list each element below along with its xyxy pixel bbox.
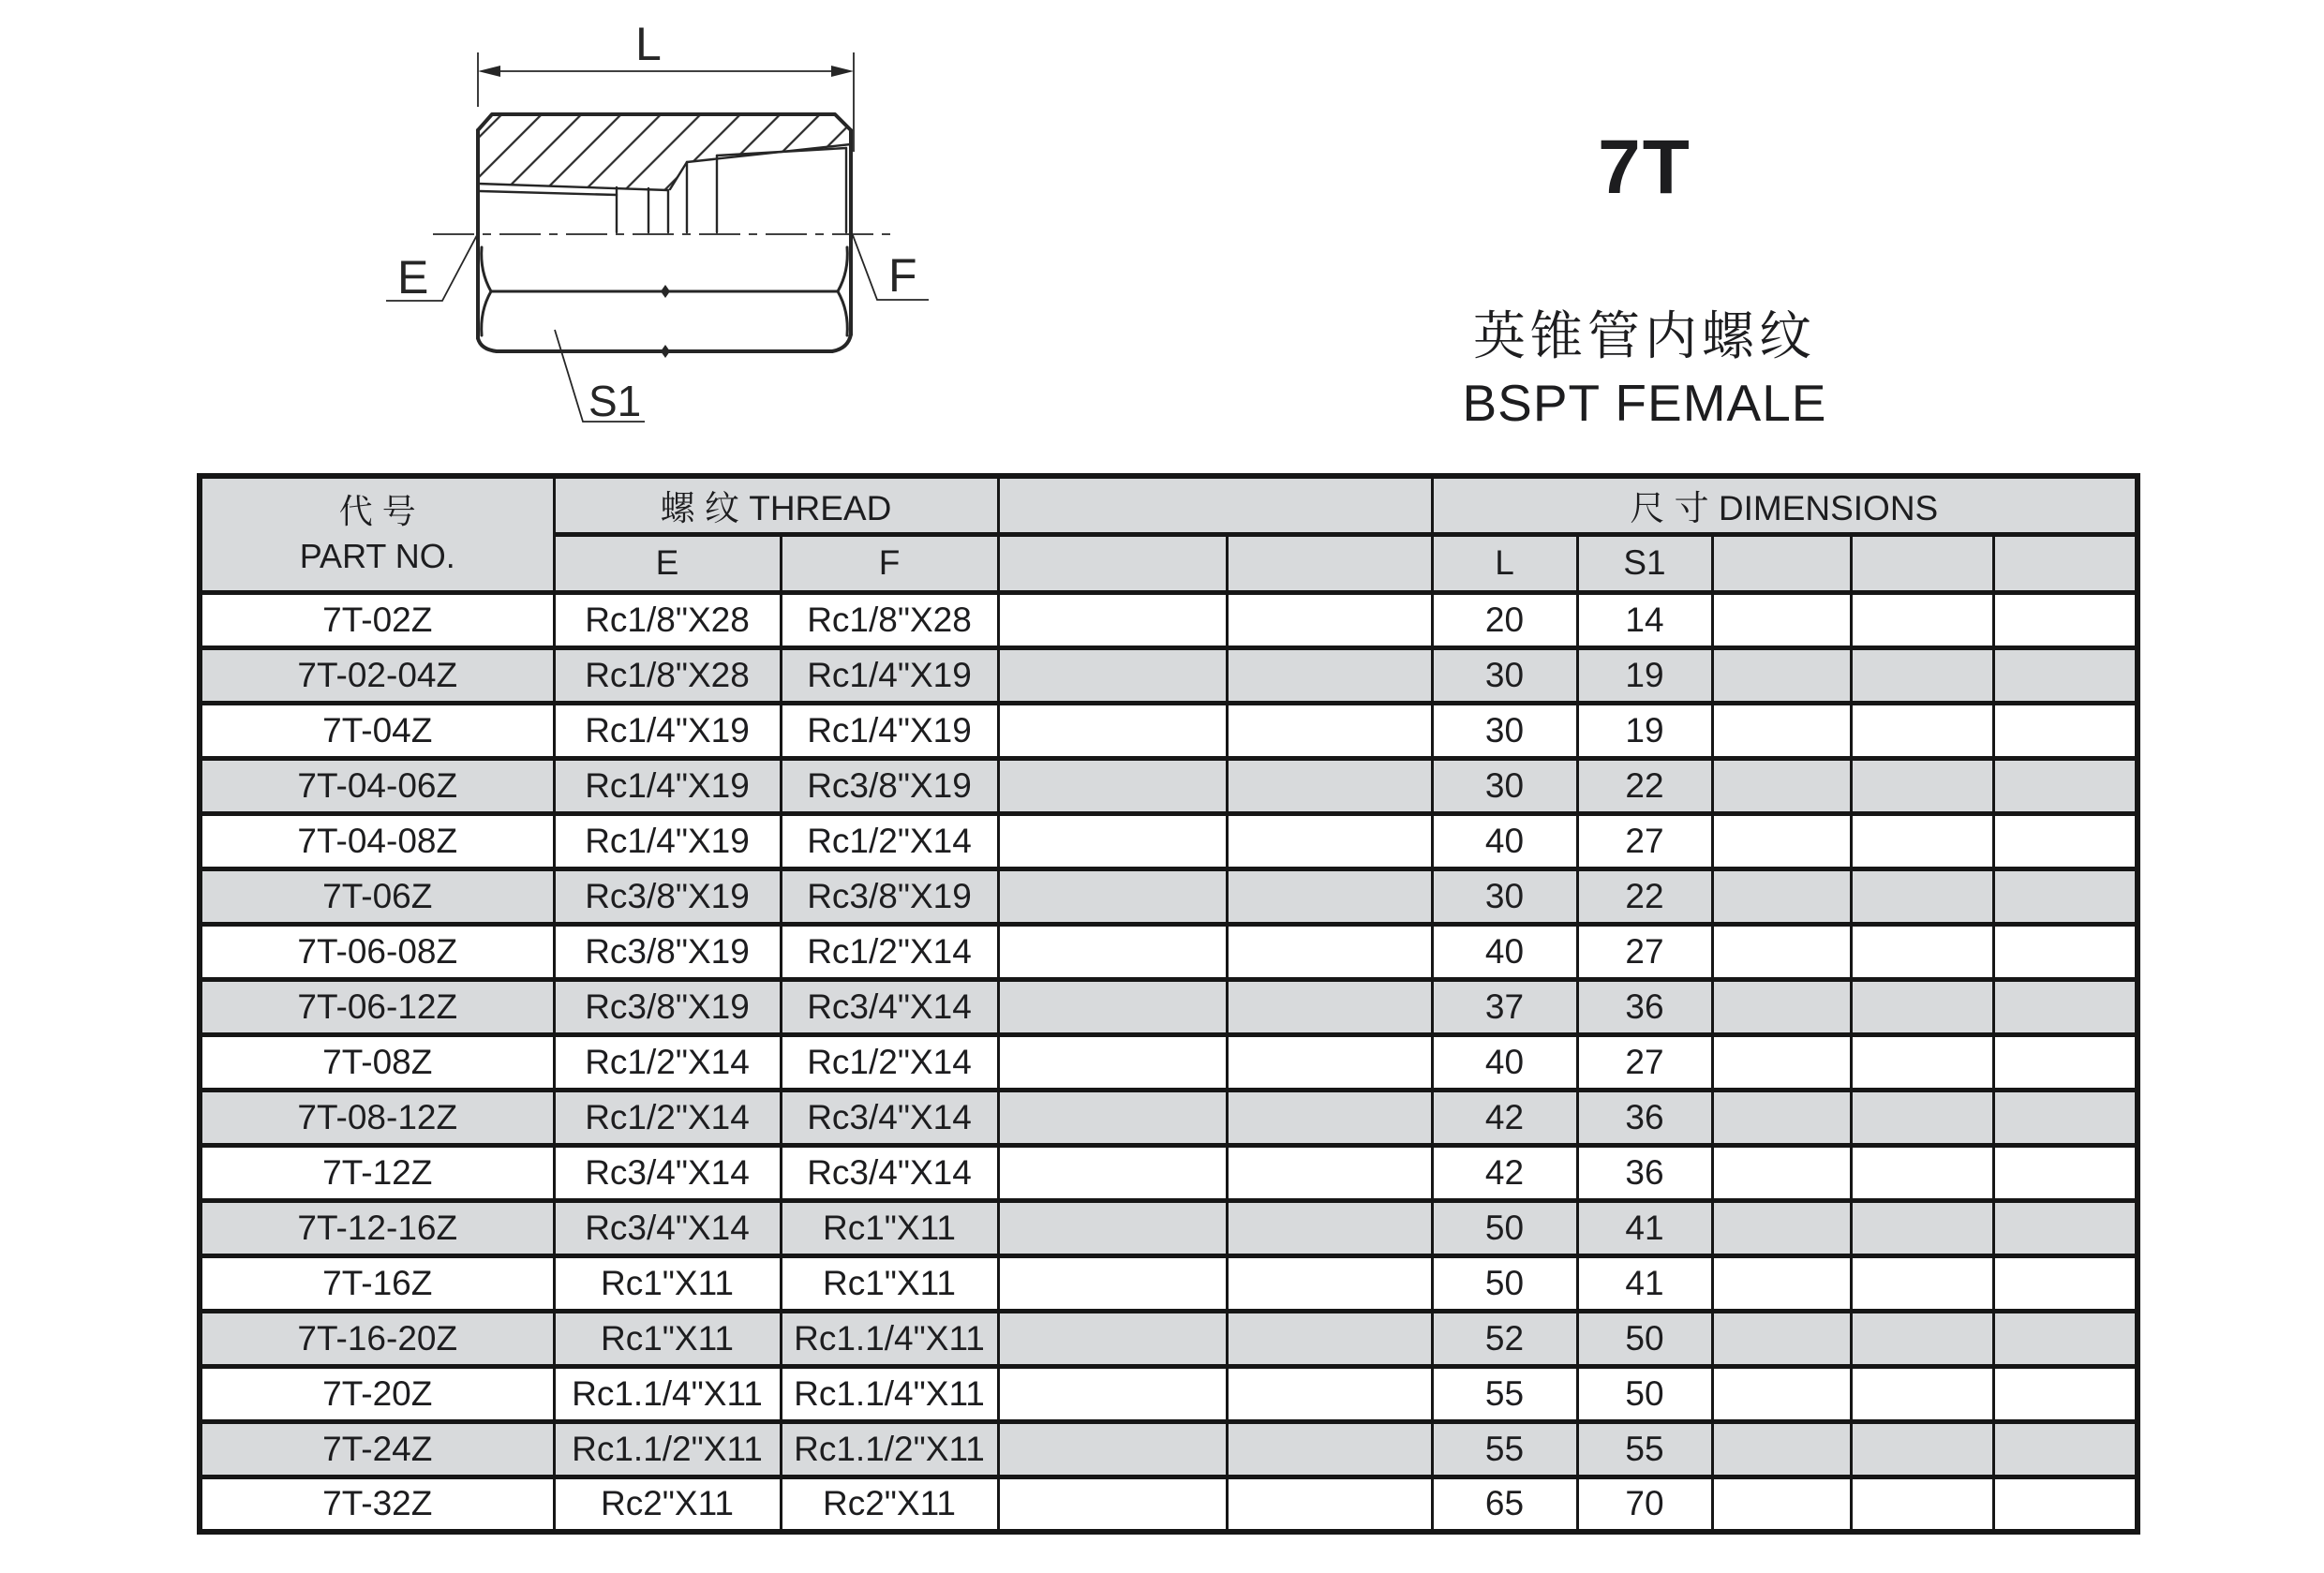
table-row — [200, 1255, 2138, 1311]
break-marks — [661, 285, 670, 358]
empty-cell — [1993, 1255, 2138, 1311]
empty-cell — [1712, 758, 1851, 813]
thread-f-cell: Rc2"X11 — [781, 1477, 998, 1532]
empty-cell — [1227, 647, 1432, 703]
thread-f-cell: Rc3/8"X19 — [781, 868, 998, 924]
empty-cell — [1851, 924, 1993, 979]
dim-s1-cell: 50 — [1577, 1366, 1712, 1421]
dim-l-cell: 30 — [1432, 868, 1577, 924]
table-row — [200, 1090, 2138, 1145]
table-row — [200, 1311, 2138, 1366]
empty-cell — [1227, 1477, 1432, 1532]
empty-cell — [1851, 1145, 1993, 1200]
part-no-cell: 7T-04-08Z — [200, 813, 554, 868]
header-group-row — [200, 476, 2138, 534]
dim-s1-cell: 19 — [1577, 647, 1712, 703]
dim-l-cell: 30 — [1432, 647, 1577, 703]
thread-e-cell: Rc1/2"X14 — [554, 1034, 781, 1090]
thread-e-cell: Rc3/4"X14 — [554, 1145, 781, 1200]
empty-cell — [1851, 1311, 1993, 1366]
part-no-cell: 7T-06-12Z — [200, 979, 554, 1034]
thread-f-cell: Rc1.1/4"X11 — [781, 1311, 998, 1366]
table-row — [200, 1421, 2138, 1477]
table-row — [200, 924, 2138, 979]
thread-f-cell: Rc1.1/2"X11 — [781, 1421, 998, 1477]
dim-l-cell: 42 — [1432, 1090, 1577, 1145]
empty-cell — [1993, 592, 2138, 647]
part-no-cell: 7T-24Z — [200, 1421, 554, 1477]
empty-cell — [998, 758, 1227, 813]
thread-f-cell: Rc1/2"X14 — [781, 813, 998, 868]
empty-cell — [1712, 1421, 1851, 1477]
empty-cell — [1712, 592, 1851, 647]
thread-f-cell: Rc3/4"X14 — [781, 979, 998, 1034]
dim-l-cell: 30 — [1432, 758, 1577, 813]
dim-l-cell: 20 — [1432, 592, 1577, 647]
dim-s1-cell: 55 — [1577, 1421, 1712, 1477]
empty-cell — [1712, 703, 1851, 758]
empty-cell — [1993, 703, 2138, 758]
thread-e-cell: Rc3/8"X19 — [554, 924, 781, 979]
empty-cell — [1993, 813, 2138, 868]
parts-table — [197, 473, 2140, 1535]
empty-cell — [998, 647, 1227, 703]
empty-cell — [998, 1200, 1227, 1255]
empty-cell — [1993, 1421, 2138, 1477]
part-no-cell: 7T-16Z — [200, 1255, 554, 1311]
empty-cell — [1712, 1090, 1851, 1145]
thread-e-cell: Rc2"X11 — [554, 1477, 781, 1532]
empty-cell — [1851, 1034, 1993, 1090]
part-no-cell: 7T-02Z — [200, 592, 554, 647]
empty-cell — [1712, 1477, 1851, 1532]
part-no-cell: 7T-06Z — [200, 868, 554, 924]
empty-cell — [998, 1311, 1227, 1366]
empty-cell — [1851, 647, 1993, 703]
empty-cell — [1851, 758, 1993, 813]
empty-cell — [998, 1255, 1227, 1311]
empty-cell — [1851, 703, 1993, 758]
thread-f-cell: Rc3/8"X19 — [781, 758, 998, 813]
empty-cell — [998, 592, 1227, 647]
empty-cell — [998, 979, 1227, 1034]
empty-cell — [1851, 813, 1993, 868]
subtitle-english: BSPT FEMALE — [1462, 373, 1827, 432]
empty-cell — [1712, 979, 1851, 1034]
thread-e-cell: Rc1"X11 — [554, 1255, 781, 1311]
part-no-cell: 7T-12-16Z — [200, 1200, 554, 1255]
empty-cell — [1227, 1421, 1432, 1477]
thread-f-cell: Rc1/2"X14 — [781, 1034, 998, 1090]
empty-cell — [1993, 979, 2138, 1034]
empty-cell — [1227, 703, 1432, 758]
label-thread-right: F — [888, 249, 917, 302]
dim-s1-cell: 22 — [1577, 758, 1712, 813]
subtitle-chinese: 英锥管内螺纹 — [1473, 306, 1816, 365]
empty-cell — [998, 1034, 1227, 1090]
table-row — [200, 1034, 2138, 1090]
table-row — [200, 1200, 2138, 1255]
dimensions-group-header: 尺 寸 DIMENSIONS — [1432, 476, 2138, 534]
empty-cell — [1993, 1477, 2138, 1532]
table-row — [200, 1366, 2138, 1421]
thread-f-cell: Rc3/4"X14 — [781, 1090, 998, 1145]
empty-cell — [998, 703, 1227, 758]
empty-group-header — [998, 476, 1432, 534]
part-no-cell: 7T-04Z — [200, 703, 554, 758]
thread-e-cell: Rc3/8"X19 — [554, 979, 781, 1034]
empty-cell — [1993, 1090, 2138, 1145]
dim-s1-cell: 36 — [1577, 1145, 1712, 1200]
empty-cell — [1851, 1366, 1993, 1421]
dim-l-cell: 50 — [1432, 1255, 1577, 1311]
empty-cell — [1993, 1311, 2138, 1366]
part-no-header-en: PART NO. — [299, 537, 455, 576]
dim-s1-cell: 36 — [1577, 979, 1712, 1034]
empty-cell — [1712, 1034, 1851, 1090]
col-header-l: L — [1432, 534, 1577, 592]
empty-cell — [1851, 592, 1993, 647]
empty-cell — [998, 868, 1227, 924]
table-row — [200, 1477, 2138, 1532]
label-thread-left: E — [397, 251, 429, 304]
thread-e-cell: Rc1.1/4"X11 — [554, 1366, 781, 1421]
empty-cell — [1712, 1311, 1851, 1366]
parts-table-body — [200, 592, 2138, 1532]
dim-s1-cell: 41 — [1577, 1200, 1712, 1255]
table-row — [200, 813, 2138, 868]
dim-l-cell: 55 — [1432, 1366, 1577, 1421]
thread-f-cell: Rc1/8"X28 — [781, 592, 998, 647]
empty-cell — [1851, 868, 1993, 924]
dim-l-cell: 50 — [1432, 1200, 1577, 1255]
empty-cell — [1993, 1145, 2138, 1200]
empty-cell — [1227, 1090, 1432, 1145]
empty-cell — [1993, 924, 2138, 979]
table-header — [200, 476, 2138, 592]
part-no-cell: 7T-04-06Z — [200, 758, 554, 813]
dim-l-cell: 40 — [1432, 813, 1577, 868]
title-block — [1378, 125, 1912, 432]
part-no-header-cn: 代 号 — [338, 491, 416, 530]
dim-s1-cell: 22 — [1577, 868, 1712, 924]
dim-l-cell: 40 — [1432, 924, 1577, 979]
empty-cell — [1712, 1145, 1851, 1200]
empty-cell — [1712, 1200, 1851, 1255]
part-no-cell: 7T-02-04Z — [200, 647, 554, 703]
empty-cell — [1993, 1034, 2138, 1090]
dim-l-cell: 65 — [1432, 1477, 1577, 1532]
thread-f-cell: Rc1/4"X19 — [781, 703, 998, 758]
table-row — [200, 647, 2138, 703]
empty-cell — [1993, 868, 2138, 924]
dim-s1-cell: 70 — [1577, 1477, 1712, 1532]
dim-l-cell: 37 — [1432, 979, 1577, 1034]
empty-cell — [1993, 1366, 2138, 1421]
dim-l-cell: 55 — [1432, 1421, 1577, 1477]
col-header-empty — [1227, 534, 1432, 592]
empty-cell — [1227, 868, 1432, 924]
thread-e-cell: Rc1/4"X19 — [554, 703, 781, 758]
table-row — [200, 1145, 2138, 1200]
empty-cell — [1993, 1200, 2138, 1255]
empty-cell — [1851, 979, 1993, 1034]
empty-cell — [998, 1477, 1227, 1532]
empty-cell — [998, 1145, 1227, 1200]
part-no-header — [200, 476, 554, 592]
thread-e-cell: Rc1"X11 — [554, 1311, 781, 1366]
empty-cell — [1227, 1311, 1432, 1366]
col-header-f: F — [781, 534, 998, 592]
col-header-empty — [1712, 534, 1851, 592]
dim-s1-cell: 14 — [1577, 592, 1712, 647]
empty-cell — [1851, 1477, 1993, 1532]
empty-cell — [1227, 1200, 1432, 1255]
thread-e-cell: Rc1/4"X19 — [554, 758, 781, 813]
thread-f-cell: Rc1/2"X14 — [781, 924, 998, 979]
empty-cell — [1712, 1366, 1851, 1421]
empty-cell — [1227, 758, 1432, 813]
thread-e-cell: Rc1/2"X14 — [554, 1090, 781, 1145]
part-no-cell: 7T-06-08Z — [200, 924, 554, 979]
empty-cell — [1851, 1255, 1993, 1311]
empty-cell — [1227, 1034, 1432, 1090]
thread-group-header: 螺 纹 THREAD — [554, 476, 998, 534]
empty-cell — [1227, 1366, 1432, 1421]
dim-s1-cell: 19 — [1577, 703, 1712, 758]
empty-cell — [1712, 924, 1851, 979]
empty-cell — [1851, 1090, 1993, 1145]
dim-s1-cell: 41 — [1577, 1255, 1712, 1311]
thread-f-cell: Rc3/4"X14 — [781, 1145, 998, 1200]
section-hatch — [478, 114, 851, 190]
part-no-cell: 7T-16-20Z — [200, 1311, 554, 1366]
thread-f-cell: Rc1.1/4"X11 — [781, 1366, 998, 1421]
empty-cell — [1712, 1255, 1851, 1311]
empty-cell — [1227, 592, 1432, 647]
empty-cell — [998, 924, 1227, 979]
dim-l-cell: 40 — [1432, 1034, 1577, 1090]
col-header-empty — [1993, 534, 2138, 592]
empty-cell — [1712, 813, 1851, 868]
col-header-empty — [1851, 534, 1993, 592]
dim-s1-cell: 27 — [1577, 1034, 1712, 1090]
thread-f-cell: Rc1"X11 — [781, 1200, 998, 1255]
label-length: L — [635, 18, 662, 70]
table-row — [200, 979, 2138, 1034]
dim-l-cell: 42 — [1432, 1145, 1577, 1200]
empty-cell — [1227, 979, 1432, 1034]
part-no-cell: 7T-32Z — [200, 1477, 554, 1532]
empty-cell — [1712, 647, 1851, 703]
dim-l-cell: 52 — [1432, 1311, 1577, 1366]
table-row — [200, 592, 2138, 647]
empty-cell — [1712, 868, 1851, 924]
label-hex-size: S1 — [588, 377, 642, 425]
parts-table-wrapper — [197, 473, 2140, 1535]
empty-cell — [998, 813, 1227, 868]
part-no-cell: 7T-12Z — [200, 1145, 554, 1200]
part-no-cell: 7T-08-12Z — [200, 1090, 554, 1145]
thread-f-cell: Rc1/4"X19 — [781, 647, 998, 703]
empty-cell — [1851, 1421, 1993, 1477]
thread-e-cell: Rc3/8"X19 — [554, 868, 781, 924]
thread-e-cell: Rc3/4"X14 — [554, 1200, 781, 1255]
table-row — [200, 758, 2138, 813]
empty-cell — [1851, 1200, 1993, 1255]
table-row — [200, 703, 2138, 758]
empty-cell — [1993, 758, 2138, 813]
dim-l-cell: 30 — [1432, 703, 1577, 758]
dim-s1-cell: 27 — [1577, 924, 1712, 979]
technical-drawing — [361, 0, 961, 450]
col-header-s1: S1 — [1577, 534, 1712, 592]
empty-cell — [1227, 924, 1432, 979]
col-header-empty — [998, 534, 1227, 592]
thread-e-cell: Rc1.1/2"X11 — [554, 1421, 781, 1477]
empty-cell — [998, 1421, 1227, 1477]
dim-s1-cell: 50 — [1577, 1311, 1712, 1366]
dim-s1-cell: 36 — [1577, 1090, 1712, 1145]
empty-cell — [1993, 647, 2138, 703]
empty-cell — [998, 1090, 1227, 1145]
empty-cell — [1227, 1145, 1432, 1200]
table-row — [200, 868, 2138, 924]
thread-e-cell: Rc1/4"X19 — [554, 813, 781, 868]
series-code: 7T — [1598, 125, 1691, 210]
empty-cell — [1227, 1255, 1432, 1311]
thread-f-cell: Rc1"X11 — [781, 1255, 998, 1311]
part-no-cell: 7T-20Z — [200, 1366, 554, 1421]
part-no-cell: 7T-08Z — [200, 1034, 554, 1090]
thread-e-cell: Rc1/8"X28 — [554, 647, 781, 703]
dim-s1-cell: 27 — [1577, 813, 1712, 868]
empty-cell — [1227, 813, 1432, 868]
col-header-e: E — [554, 534, 781, 592]
thread-e-cell: Rc1/8"X28 — [554, 592, 781, 647]
empty-cell — [998, 1366, 1227, 1421]
